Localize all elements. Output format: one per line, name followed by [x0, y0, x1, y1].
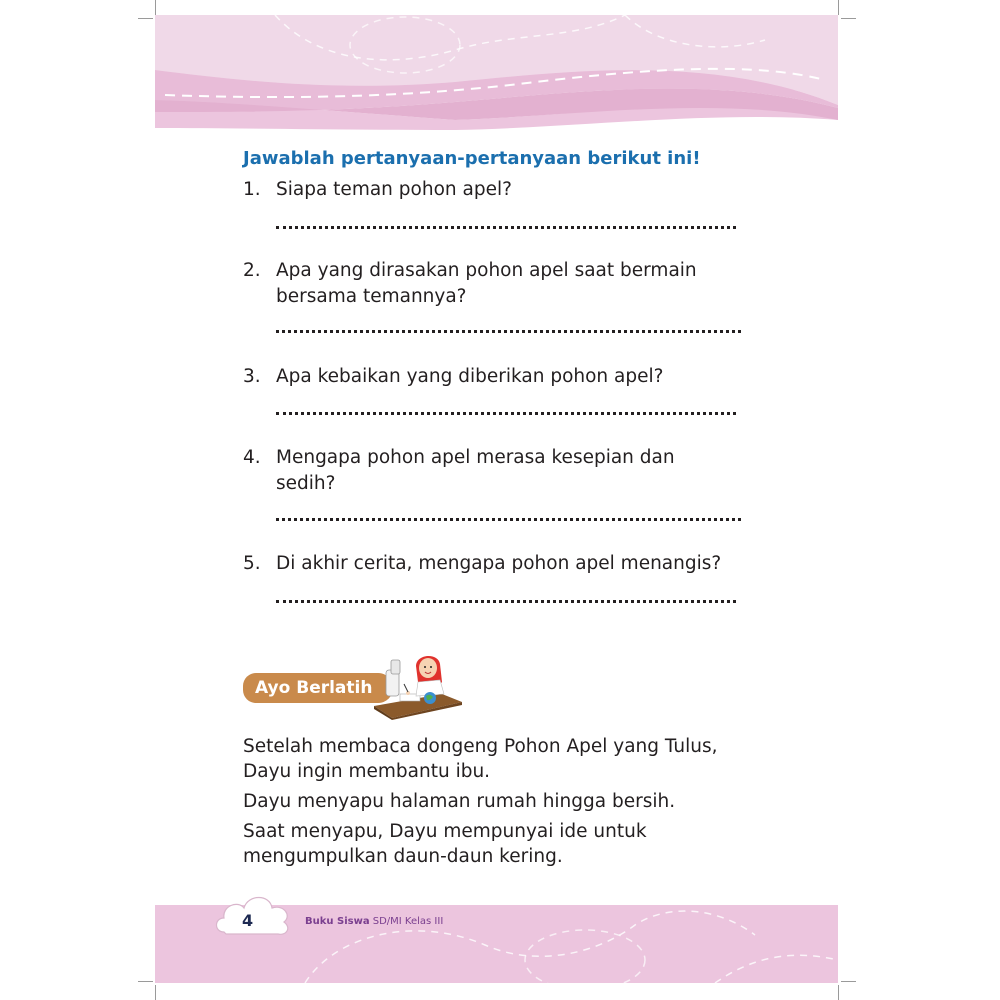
question-number: 5. [243, 553, 261, 574]
answer-line [276, 600, 736, 603]
question-item [243, 551, 763, 577]
question-text: Mengapa pohon apel merasa kesepian dan [276, 447, 675, 468]
book-title-rest: SD/MI Kelas III [369, 916, 444, 927]
section-badge: Ayo Berlatih [243, 673, 393, 703]
question-number: 4. [243, 447, 261, 468]
paragraph-line: mengumpulkan daun-daun kering. [243, 846, 563, 867]
answer-line [276, 330, 741, 333]
paragraph [243, 789, 783, 814]
paragraph-line: Dayu menyapu halaman rumah hingga bersih. [243, 791, 676, 812]
question-text: Apa kebaikan yang diberikan pohon apel? [276, 366, 664, 387]
paragraph-line: Dayu ingin membantu ibu. [243, 761, 491, 782]
question-text: bersama temannya? [276, 286, 467, 307]
question-number: 2. [243, 260, 261, 281]
crop-mark [838, 985, 839, 1000]
question-item [243, 258, 763, 310]
crop-mark [155, 985, 156, 1000]
answer-line [276, 518, 741, 521]
question-text: Di akhir cerita, mengapa pohon apel menangis? [276, 553, 722, 574]
question-text: Apa yang dirasakan pohon apel saat bermain [276, 260, 697, 281]
question-number: 3. [243, 366, 261, 387]
page-number: 4 [242, 911, 254, 930]
question-text: Siapa teman pohon apel? [276, 179, 512, 200]
paragraph-line: Setelah membaca dongeng Pohon Apel yang Tulus, [243, 736, 718, 757]
header-wave-band [155, 0, 838, 135]
crop-mark [841, 18, 856, 19]
crop-mark [841, 981, 856, 982]
question-text: sedih? [276, 473, 336, 494]
question-item [243, 364, 763, 390]
paragraph [243, 819, 783, 869]
answer-line [276, 226, 736, 229]
book-title-bold: Buku Siswa [305, 916, 370, 927]
book-title [305, 916, 443, 927]
answer-line [276, 412, 736, 415]
crop-mark [138, 18, 153, 19]
student-illustration [372, 648, 462, 720]
section-heading: Jawablah pertanyaan-pertanyaan berikut ini! [243, 148, 701, 169]
crop-mark [838, 0, 839, 15]
paragraph [243, 734, 783, 784]
question-item [243, 177, 763, 203]
paragraph-line: Saat menyapu, Dayu mempunyai ide untuk [243, 821, 647, 842]
question-item [243, 445, 763, 497]
crop-mark [138, 981, 153, 982]
question-number: 1. [243, 179, 261, 200]
